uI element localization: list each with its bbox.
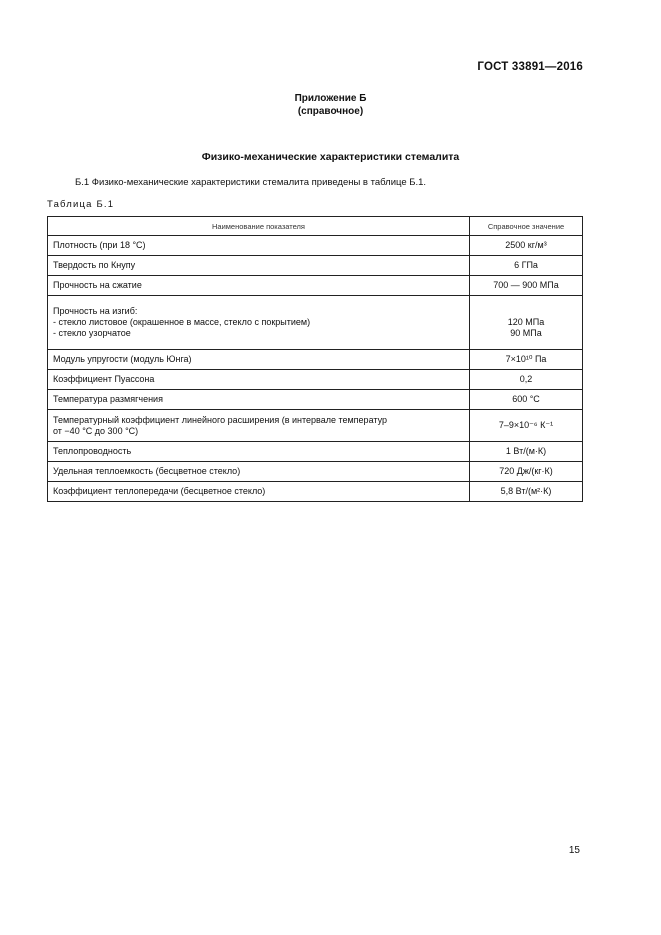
- section-title: Физико-механические характеристики стемалита: [201, 151, 460, 163]
- column-header-name: Наименование показателя: [48, 217, 470, 236]
- property-value: 720 Дж/(кг·К): [470, 462, 583, 482]
- table-row: [48, 236, 583, 256]
- properties-table: [47, 216, 583, 502]
- property-value: 600 °С: [470, 390, 583, 410]
- property-name: Теплопроводность: [48, 442, 470, 462]
- standard-id: ГОСТ 33891—2016: [477, 61, 583, 73]
- property-name: Прочность на изгиб: - стекло листовое (окрашенное в массе, стекло с покрытием) - стекло узорчатое: [48, 296, 470, 350]
- table-row: [48, 256, 583, 276]
- table-caption: Таблица Б.1: [47, 199, 115, 210]
- property-name: Коэффициент теплопередачи (бесцветное стекло): [48, 482, 470, 502]
- property-name: Прочность на сжатие: [48, 276, 470, 296]
- table-row: [48, 462, 583, 482]
- property-value: 6 ГПа: [470, 256, 583, 276]
- table-row: [48, 442, 583, 462]
- property-value: 0,2: [470, 370, 583, 390]
- property-name: Плотность (при 18 °С): [48, 236, 470, 256]
- page-number: 15: [568, 845, 580, 856]
- table-row: [48, 296, 583, 350]
- property-value: 5,8 Вт/(м²·К): [470, 482, 583, 502]
- property-name: Модуль упругости (модуль Юнга): [48, 350, 470, 370]
- property-value: 7×10¹⁰ Па: [470, 350, 583, 370]
- annex-subtitle: (справочное): [297, 106, 364, 117]
- property-value: 120 МПа 90 МПа: [470, 296, 583, 350]
- column-header-value: Справочное значение: [470, 217, 583, 236]
- table-row: [48, 350, 583, 370]
- property-name: Температура размягчения: [48, 390, 470, 410]
- property-value: 7–9×10⁻⁶ К⁻¹: [470, 410, 583, 442]
- property-name: Коэффициент Пуассона: [48, 370, 470, 390]
- table-header-row: [48, 217, 583, 236]
- property-name: Температурный коэффициент линейного расширения (в интервале температур от −40 °С до 300 °С): [48, 410, 470, 442]
- property-name: Твердость по Кнупу: [48, 256, 470, 276]
- intro-paragraph: Б.1 Физико-механические характеристики стемалита приведены в таблице Б.1.: [75, 177, 427, 188]
- table-row: [48, 482, 583, 502]
- property-value: 1 Вт/(м·К): [470, 442, 583, 462]
- property-value: 700 — 900 МПа: [470, 276, 583, 296]
- table-row: [48, 276, 583, 296]
- property-value: 2500 кг/м³: [470, 236, 583, 256]
- table-row: [48, 390, 583, 410]
- annex-title: Приложение Б: [294, 93, 367, 104]
- table-row: [48, 370, 583, 390]
- property-name: Удельная теплоемкость (бесцветное стекло): [48, 462, 470, 482]
- table-row: [48, 410, 583, 442]
- annex-heading: [0, 92, 661, 118]
